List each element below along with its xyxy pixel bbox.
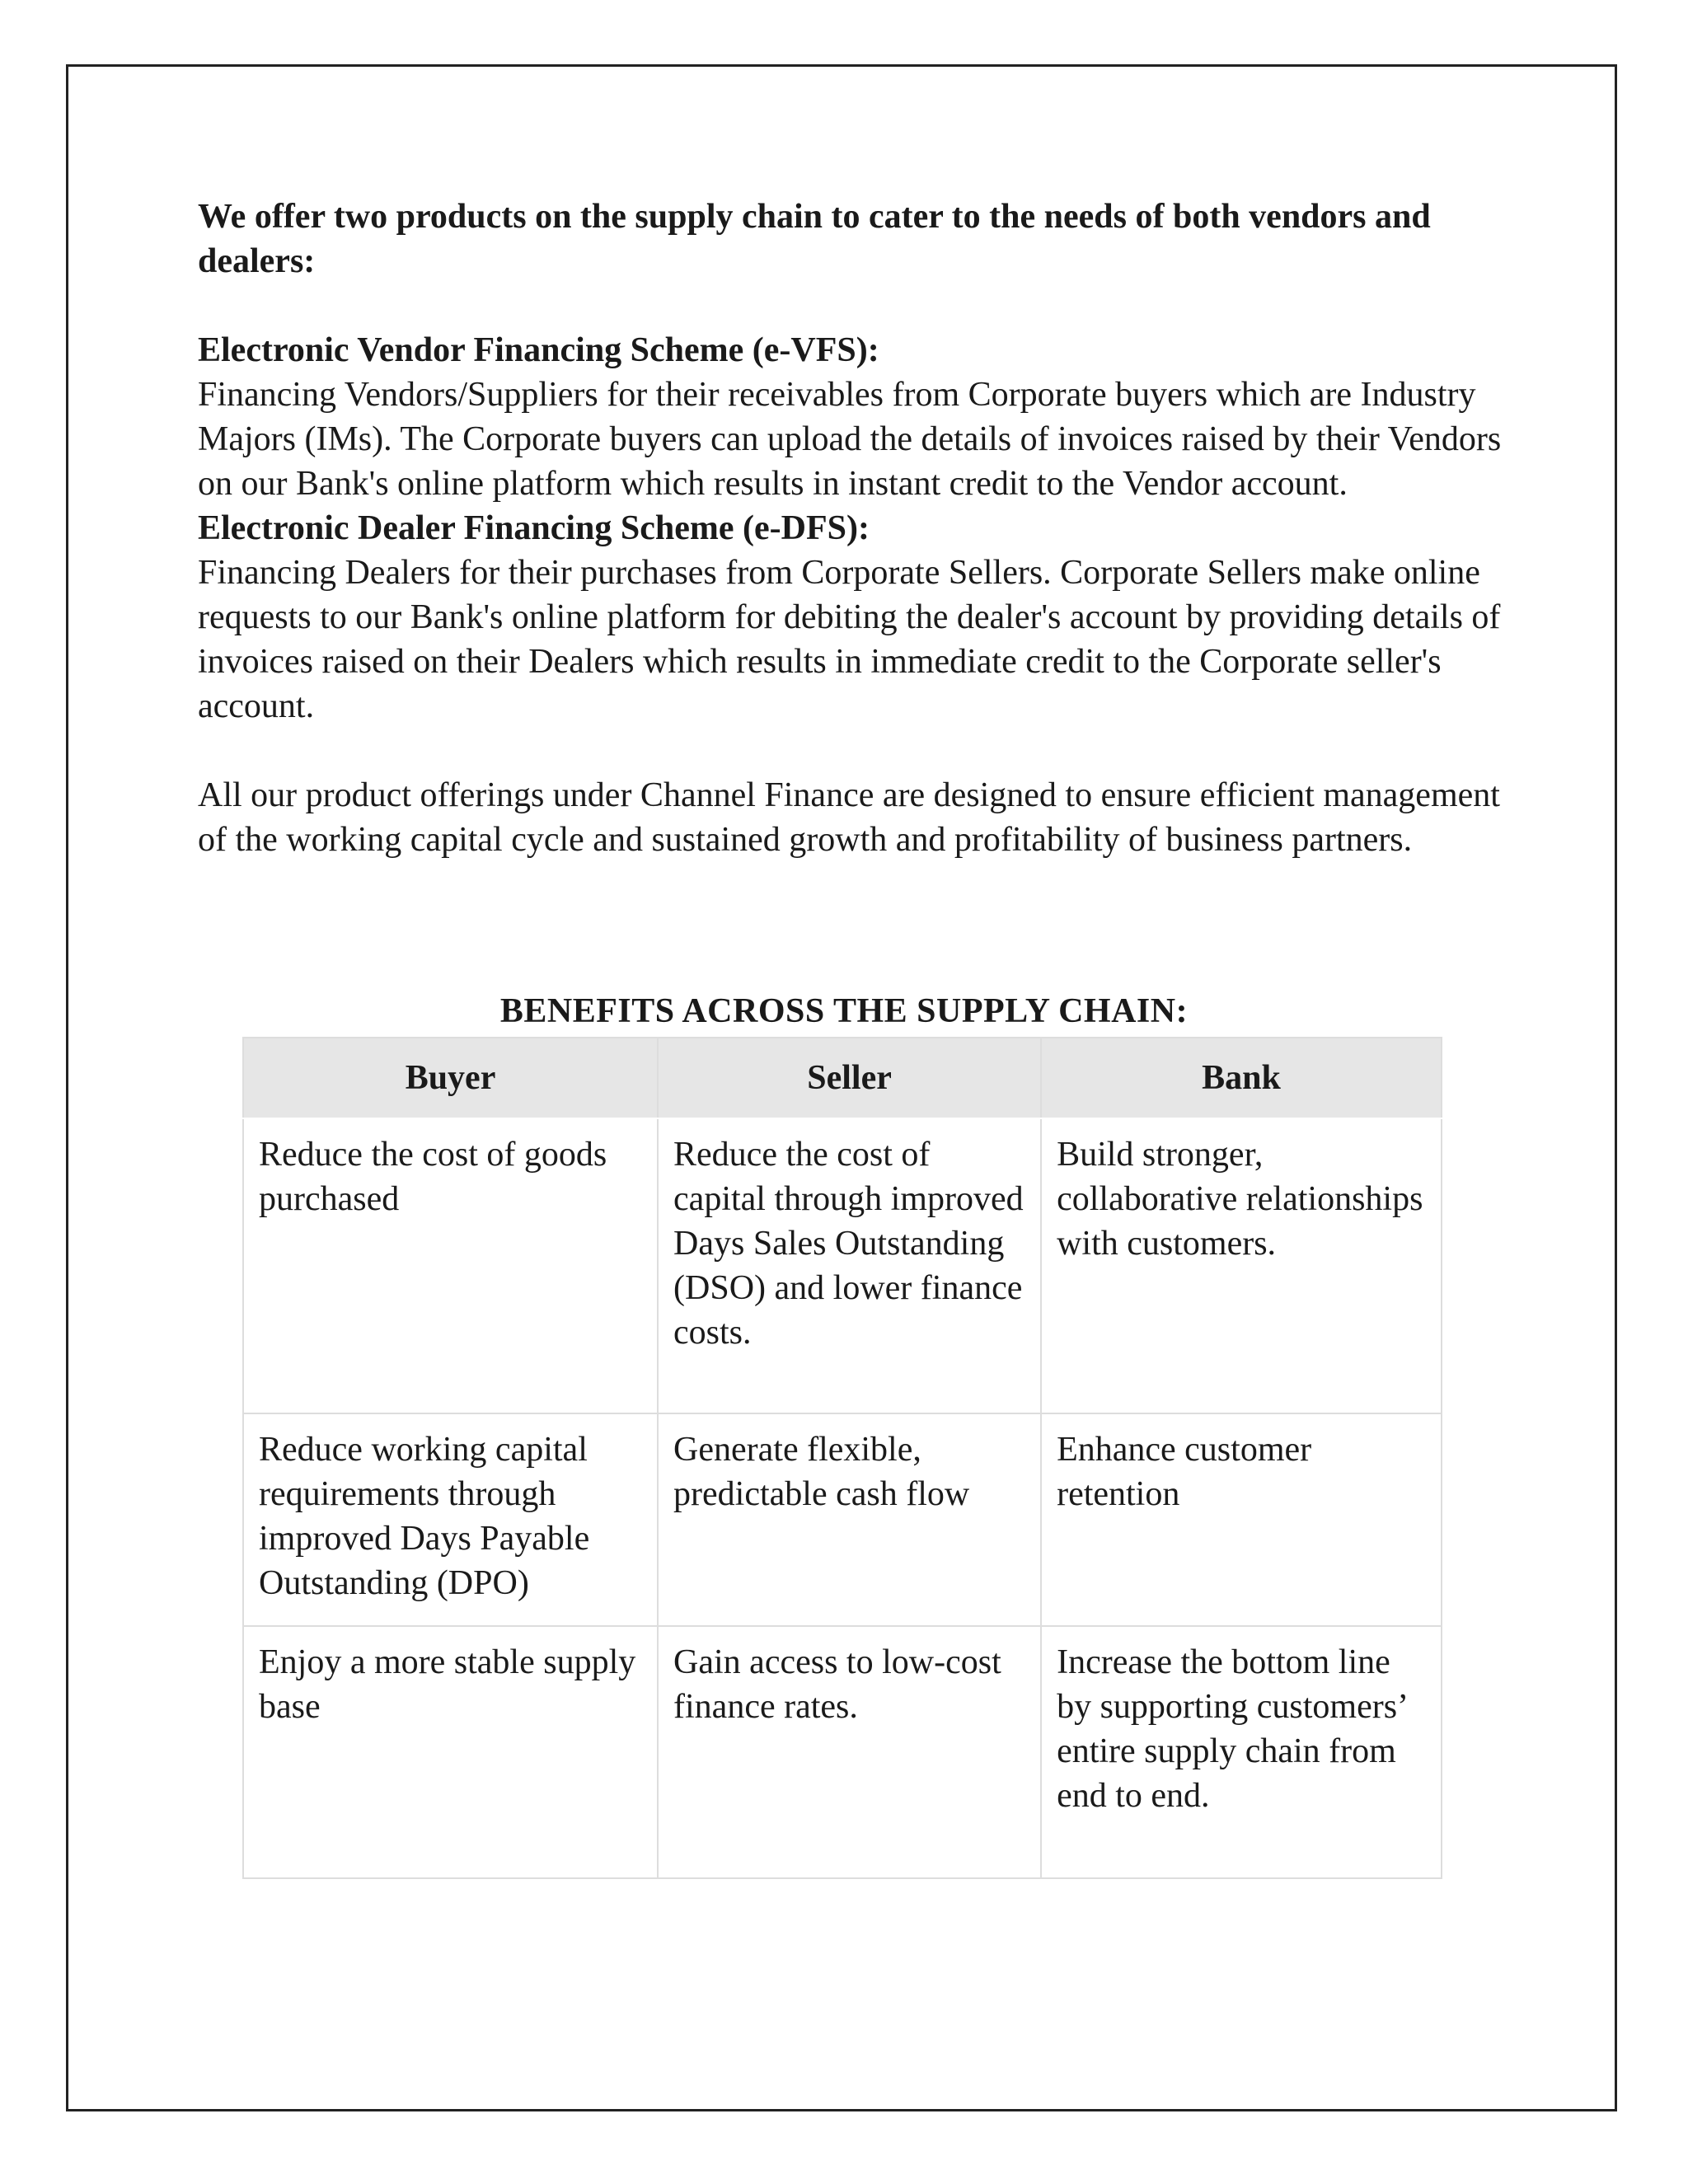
column-header-seller: Seller [658, 1038, 1041, 1118]
table-cell-seller: Gain access to low-cost finance rates. [658, 1626, 1041, 1878]
table-cell-seller: Reduce the cost of capital through improved Days Sales Outstanding (DSO) and lower finance costs. [658, 1118, 1041, 1413]
spacer [198, 284, 1517, 328]
table-cell-bank: Enhance customer retention [1041, 1413, 1442, 1626]
table-cell-bank: Increase the bottom line by supporting customers’ entire supply chain from end to end. [1041, 1626, 1442, 1878]
table-cell-bank: Build stronger, collaborative relationships with customers. [1041, 1118, 1442, 1413]
table-header-row [243, 1038, 1442, 1118]
table-row [243, 1626, 1442, 1878]
benefits-table [242, 1037, 1442, 1879]
table-cell-buyer: Reduce the cost of goods purchased [243, 1118, 658, 1413]
table-row [243, 1118, 1442, 1413]
spacer [198, 729, 1517, 773]
intro-heading: We offer two products on the supply chain to cater to the needs of both vendors and dealers: [198, 198, 1431, 280]
column-header-bank: Bank [1041, 1038, 1442, 1118]
evfs-title: Electronic Vendor Financing Scheme (e-VFS): [198, 331, 879, 369]
table-cell-seller: Generate flexible, predictable cash flow [658, 1413, 1041, 1626]
table-cell-buyer: Reduce working capital requirements through improved Days Payable Outstanding (DPO) [243, 1413, 658, 1626]
table-row [243, 1413, 1442, 1626]
benefits-title: BENEFITS ACROSS THE SUPPLY CHAIN: [499, 992, 1189, 1030]
document-body [198, 194, 1517, 862]
table-cell-buyer: Enjoy a more stable supply base [243, 1626, 658, 1878]
evfs-description: Financing Vendors/Suppliers for their receivables from Corporate buyers which are Industry Majors (IMs). The Corporate buyers can upload the details of invoices raised by their Vendors on our Bank's online platform which results in instant credit to the Vendor account. [198, 376, 1502, 503]
edfs-title: Electronic Dealer Financing Scheme (e-DFS): [198, 509, 870, 547]
closing-paragraph: All our product offerings under Channel Finance are designed to ensure efficient management of the working capital cycle and sustained growth and profitability of business partners. [198, 776, 1500, 859]
column-header-buyer: Buyer [243, 1038, 658, 1118]
edfs-description: Financing Dealers for their purchases from Corporate Sellers. Corporate Sellers make online requests to our Bank's online platform for debiting the dealer's account by providing details of invoices raised on their Dealers which results in immediate credit to the Corporate seller's account. [198, 554, 1501, 725]
